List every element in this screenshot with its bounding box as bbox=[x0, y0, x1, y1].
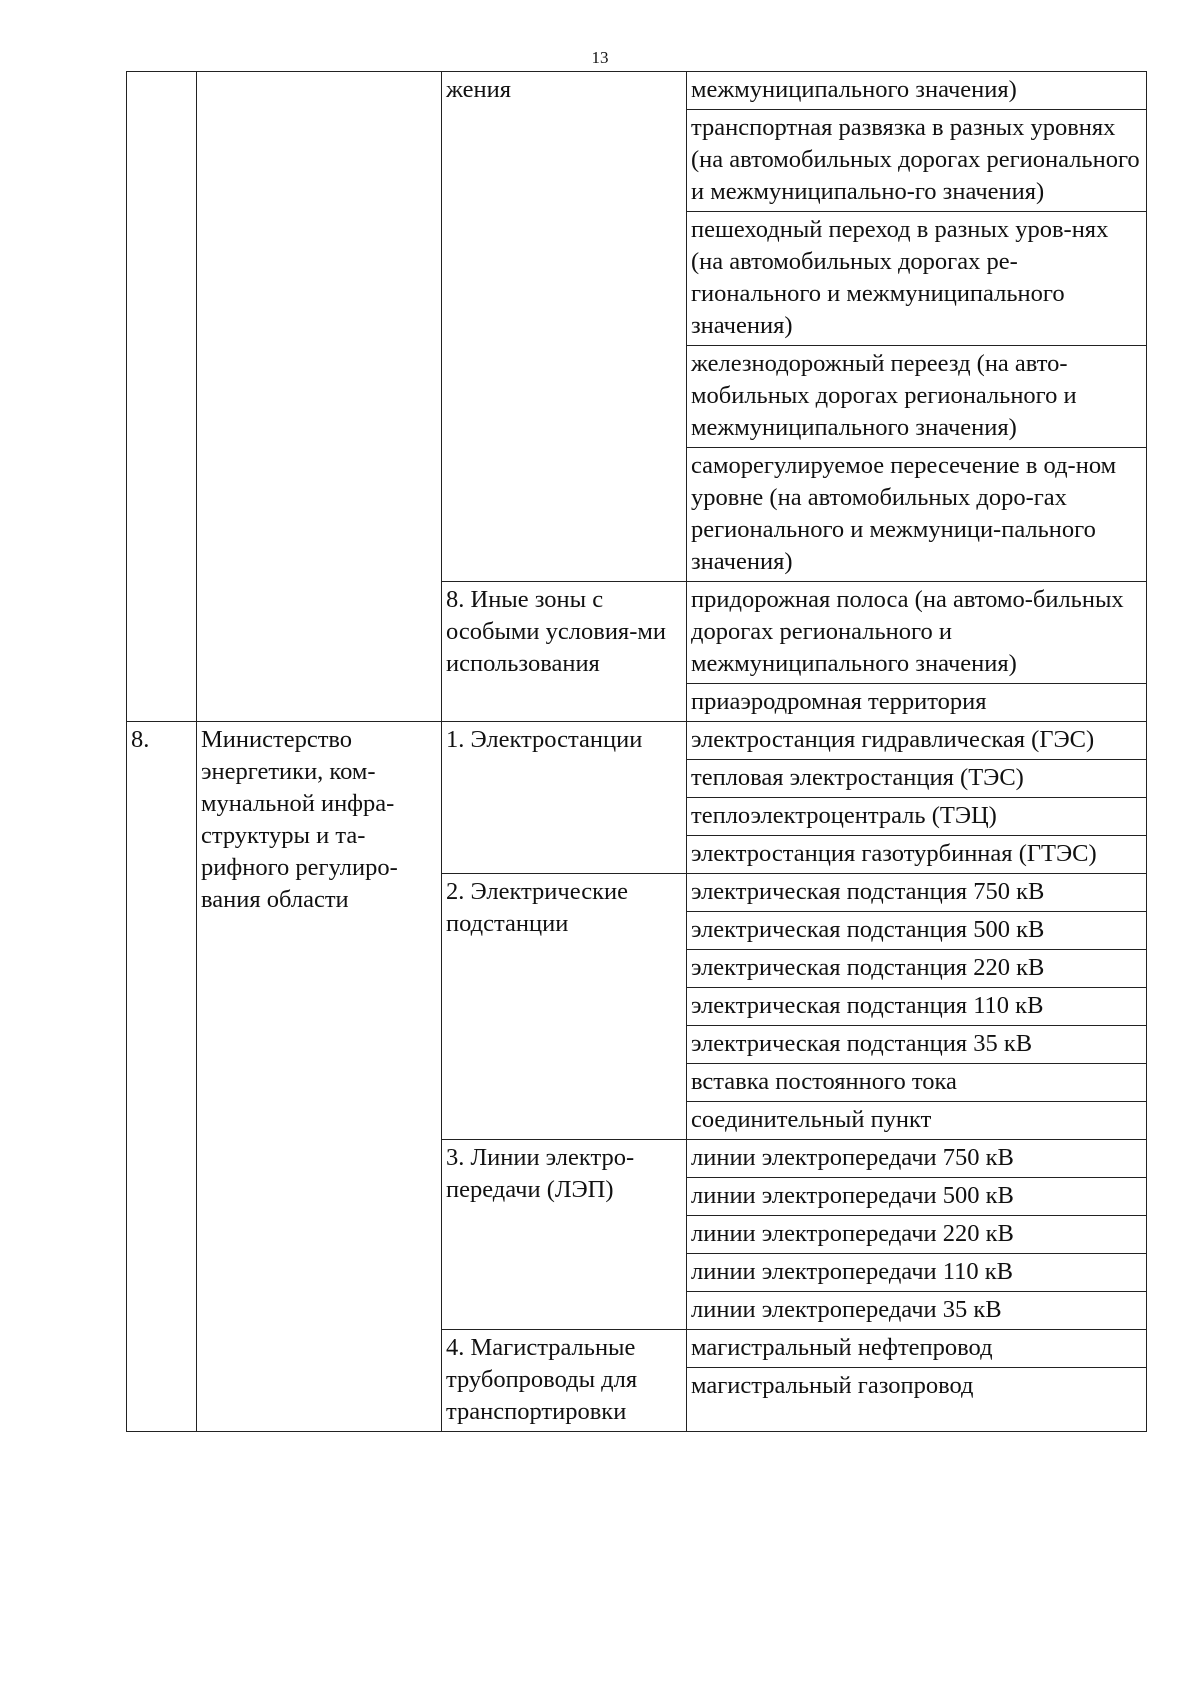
category-cell: 3. Линии электро-передачи (ЛЭП) bbox=[442, 1140, 687, 1330]
object-type-cell: межмуниципального значения) bbox=[687, 72, 1147, 110]
table-row bbox=[127, 722, 1147, 760]
object-type-cell: электрическая подстанция 220 кВ bbox=[687, 950, 1147, 988]
object-type-cell: электрическая подстанция 110 кВ bbox=[687, 988, 1147, 1026]
category-cell: 8. Иные зоны с особыми условия-ми использования bbox=[442, 582, 687, 722]
object-type-cell: линии электропередачи 750 кВ bbox=[687, 1140, 1147, 1178]
object-type-cell: придорожная полоса (на автомо-бильных дорогах регионального и межмуниципального значения) bbox=[687, 582, 1147, 684]
object-type-cell: линии электропередачи 35 кВ bbox=[687, 1292, 1147, 1330]
object-type-cell: электростанция газотурбинная (ГТЭС) bbox=[687, 836, 1147, 874]
row-number-cell bbox=[127, 72, 197, 722]
category-cell: жения bbox=[442, 72, 687, 582]
row-number-cell: 8. bbox=[127, 722, 197, 1432]
ministry-cell bbox=[197, 72, 442, 722]
object-type-cell: вставка постоянного тока bbox=[687, 1064, 1147, 1102]
ministry-cell: Министерство энергетики, ком-мунальной инфра-структуры и та-рифного регулиро-вания области bbox=[197, 722, 442, 1432]
category-cell: 1. Электростанции bbox=[442, 722, 687, 874]
object-type-cell: теплоэлектроцентраль (ТЭЦ) bbox=[687, 798, 1147, 836]
object-type-cell: электрическая подстанция 500 кВ bbox=[687, 912, 1147, 950]
object-type-cell: электрическая подстанция 750 кВ bbox=[687, 874, 1147, 912]
object-type-cell: транспортная развязка в разных уровнях (на автомобильных дорогах регионального и межмуниципально-го значения) bbox=[687, 110, 1147, 212]
object-type-cell: саморегулируемое пересечение в од-ном уровне (на автомобильных доро-гах регионального и межмуници-пального значения) bbox=[687, 448, 1147, 582]
object-type-cell: линии электропередачи 220 кВ bbox=[687, 1216, 1147, 1254]
table-row bbox=[127, 72, 1147, 110]
object-type-cell: пешеходный переход в разных уров-нях (на автомобильных дорогах ре-гионального и межмуниципального значения) bbox=[687, 212, 1147, 346]
object-type-cell: тепловая электростанция (ТЭС) bbox=[687, 760, 1147, 798]
object-type-cell: приаэродромная территория bbox=[687, 684, 1147, 722]
object-type-cell: магистральный нефтепровод bbox=[687, 1330, 1147, 1368]
object-type-cell: электростанция гидравлическая (ГЭС) bbox=[687, 722, 1147, 760]
object-type-cell: электрическая подстанция 35 кВ bbox=[687, 1026, 1147, 1064]
object-type-cell: соединительный пункт bbox=[687, 1102, 1147, 1140]
object-type-cell: линии электропередачи 500 кВ bbox=[687, 1178, 1147, 1216]
object-type-cell: магистральный газопровод bbox=[687, 1368, 1147, 1432]
page-number: 13 bbox=[591, 48, 609, 67]
category-cell: 4. Магистральные трубопроводы для транспортировки bbox=[442, 1330, 687, 1432]
zones-table bbox=[126, 71, 1147, 1432]
object-type-cell: железнодорожный переезд (на авто-мобильных дорогах регионального и межмуниципального значения) bbox=[687, 346, 1147, 448]
object-type-cell: линии электропередачи 110 кВ bbox=[687, 1254, 1147, 1292]
category-cell: 2. Электрические подстанции bbox=[442, 874, 687, 1140]
